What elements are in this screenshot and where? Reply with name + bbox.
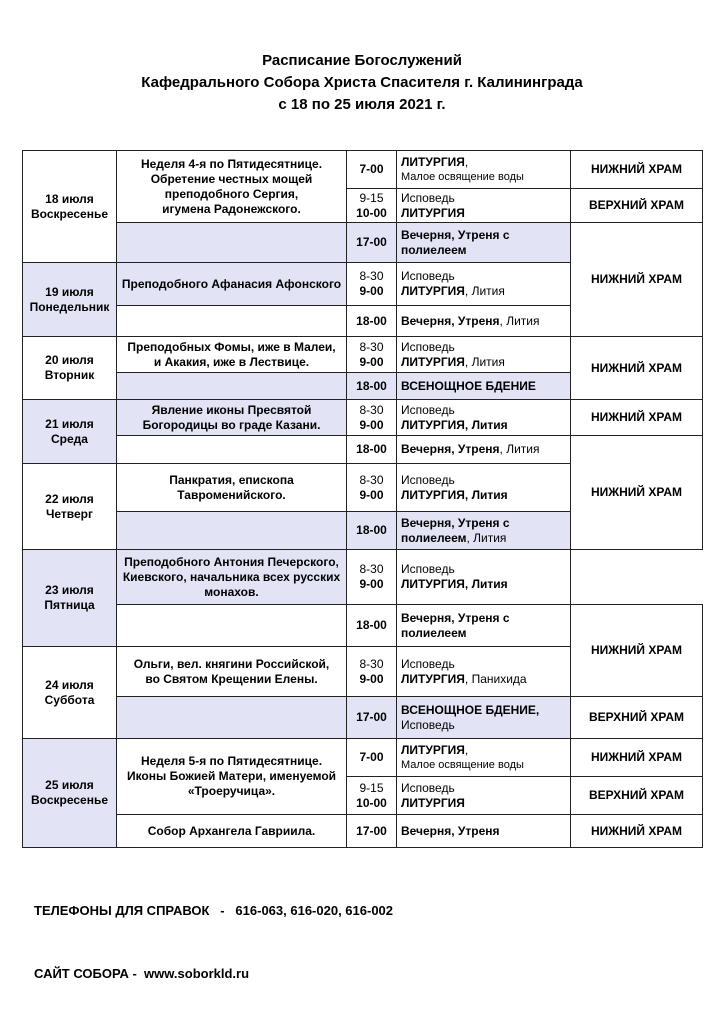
day-cell <box>23 337 117 400</box>
service-a: Исповедь <box>401 402 455 417</box>
day-weekday: Среда <box>51 431 88 446</box>
page-header <box>0 50 724 116</box>
service-cell <box>397 306 571 337</box>
feast-cell <box>117 263 347 306</box>
service-cell <box>397 697 571 739</box>
table-row <box>23 605 703 647</box>
table-row <box>23 337 703 373</box>
service-cell <box>397 605 571 647</box>
service-b: ЛИТУРГИЯ, Лития <box>401 577 508 591</box>
service-cell: Вечерня, Утреня <box>397 815 571 848</box>
time-b: 10-00 <box>356 205 387 220</box>
time-a: 8-30 <box>359 656 384 671</box>
service-b: ЛИТУРГИЯ, Лития <box>401 487 508 502</box>
day-cell <box>23 151 117 263</box>
time-a: 8-30 <box>359 562 384 576</box>
feast-line: Явление иконы Пресвятой <box>151 402 312 417</box>
day-date: 24 июля <box>45 677 94 692</box>
day-date: 21 июля <box>45 416 94 431</box>
feast-line: Неделя 5-я по Пятидесятнице. <box>140 754 323 768</box>
service-cell <box>397 223 571 263</box>
day-date: 20 июля <box>45 353 94 367</box>
feast-line: Ольги, вел. княгини Российской, <box>133 656 330 671</box>
time-cell <box>347 189 397 223</box>
title-line-1: Расписание Богослужений <box>262 52 462 69</box>
feast-line: Неделя 4-я по Пятидесятнице. <box>140 156 323 171</box>
time-cell <box>347 464 397 512</box>
service-a: Вечерня, Утреня с <box>401 610 510 625</box>
service-cell <box>397 739 571 777</box>
service-b: ЛИТУРГИЯ <box>401 795 465 810</box>
time-cell: 7-00 <box>347 739 397 777</box>
table-row <box>23 815 703 848</box>
service-b: полиелеем <box>401 242 467 257</box>
table-row <box>23 739 703 777</box>
location-cell: НИЖНИЙ ХРАМ <box>571 400 703 436</box>
feast-cell <box>117 647 347 697</box>
service-cell <box>397 151 571 189</box>
time-cell <box>347 263 397 306</box>
table-row <box>23 697 703 739</box>
day-date: 25 июля <box>45 778 94 792</box>
time-cell: 18-00 <box>347 605 397 647</box>
service-a: Исповедь <box>401 656 455 671</box>
feast-cell-empty <box>117 697 347 739</box>
service-b: полиелеем <box>401 530 467 545</box>
location-cell: НИЖНИЙ ХРАМ <box>571 739 703 777</box>
feast-cell-empty <box>117 512 347 550</box>
time-b: 9-00 <box>359 284 384 298</box>
time-cell <box>347 400 397 436</box>
time-a: 8-30 <box>359 472 384 487</box>
service-cell <box>397 189 571 223</box>
service-cell <box>397 337 571 373</box>
time-b: 10-00 <box>356 795 387 810</box>
service-cell <box>397 464 571 512</box>
time-a: 9-15 <box>359 780 384 795</box>
day-weekday: Воскресенье <box>30 206 108 221</box>
table-row <box>23 550 703 605</box>
feast-cell <box>117 739 347 815</box>
time-cell: 18-00 <box>347 306 397 337</box>
feast-line: «Троеручица». <box>187 784 276 798</box>
feast-cell-empty <box>117 223 347 263</box>
phones-line: ТЕЛЕФОНЫ ДЛЯ СПРАВОК - 616-063, 616-020, 616-002 <box>34 903 394 918</box>
time-a: 8-30 <box>359 269 384 283</box>
feast-line: преподобного Сергия, <box>164 186 299 201</box>
feast-line: Панкратия, епископа <box>169 472 294 487</box>
day-weekday: Воскресенье <box>30 793 108 807</box>
feast-line: Преподобных Фомы, иже в Малеи, <box>127 339 336 354</box>
day-cell <box>23 550 117 647</box>
service-cell <box>397 512 571 550</box>
time-cell: 17-00 <box>347 697 397 739</box>
site-line: САЙТ СОБОРА - www.soborkld.ru <box>34 966 250 981</box>
feast-line: Преподобного Антония Печерского, <box>124 554 339 569</box>
location-cell: НИЖНИЙ ХРАМ <box>571 151 703 189</box>
service-cell <box>397 263 571 306</box>
table-row <box>23 151 703 189</box>
feast-cell <box>117 550 347 605</box>
service-b: полиелеем <box>401 625 467 640</box>
location-cell: ВЕРХНИЙ ХРАМ <box>571 697 703 739</box>
day-date: 23 июля <box>45 583 94 597</box>
day-weekday: Понедельник <box>29 299 110 314</box>
feast-line: Собор Архангела Гавриила. <box>147 823 316 838</box>
time-b: 9-00 <box>359 487 384 502</box>
day-cell <box>23 400 117 464</box>
service-sub: Малое освящение воды <box>401 170 524 183</box>
service-b: ЛИТУРГИЯ, Лития <box>401 417 508 432</box>
time-a: 9-15 <box>359 190 384 205</box>
title-line-2: Кафедрального Собора Христа Спасителя г. Калининграда <box>141 74 583 91</box>
service-a: ВСЕНОЩНОЕ БДЕНИЕ, <box>401 702 540 717</box>
table-row <box>23 400 703 436</box>
service-sub: Малое освящение воды <box>401 758 524 771</box>
service-a: Вечерня, Утреня с <box>401 227 510 242</box>
feast-line: Преподобного Афанасия Афонского <box>121 276 342 291</box>
service-c: , Лития <box>466 530 507 545</box>
feast-line: Обретение честных мощей <box>150 171 313 186</box>
service-a: Исповедь <box>401 472 455 487</box>
time-cell <box>347 777 397 815</box>
service-c: , Лития <box>499 442 540 456</box>
location-cell: НИЖНИЙ ХРАМ <box>571 337 703 400</box>
time-cell <box>347 337 397 373</box>
feast-cell-empty <box>117 436 347 464</box>
feast-line: и Акакия, иже в Лествице. <box>153 354 310 369</box>
feast-line: монахов. <box>204 584 259 599</box>
feast-cell <box>117 815 347 848</box>
service-main: ЛИТУРГИЯ <box>401 742 465 757</box>
time-cell: 18-00 <box>347 436 397 464</box>
service-c: , Панихида <box>464 671 527 686</box>
service-a: Вечерня, Утреня <box>401 313 500 328</box>
time-b: 9-00 <box>359 354 384 369</box>
feast-line: Киевского, начальника всех русских <box>122 569 341 584</box>
time-cell <box>347 647 397 697</box>
service-cell <box>397 400 571 436</box>
service-a: Исповедь <box>401 780 455 795</box>
service-sep: , <box>464 742 469 757</box>
time-cell: 17-00 <box>347 223 397 263</box>
day-cell <box>23 647 117 739</box>
service-b: ЛИТУРГИЯ <box>401 205 465 220</box>
service-b: ЛИТУРГИЯ <box>401 354 465 369</box>
time-a: 8-30 <box>359 402 384 417</box>
day-date: 18 июля <box>45 191 94 206</box>
day-date: 22 июля <box>45 491 94 506</box>
time-cell: 18-00 <box>347 512 397 550</box>
day-cell <box>23 739 117 848</box>
service-sep: , <box>464 154 469 169</box>
feast-cell <box>117 464 347 512</box>
service-a: Вечерня, Утреня <box>401 442 500 456</box>
day-weekday: Суббота <box>44 692 95 707</box>
table-row <box>23 223 703 263</box>
time-b: 9-00 <box>359 577 384 591</box>
service-c: , Лития <box>499 313 540 328</box>
day-weekday: Пятница <box>44 598 95 612</box>
service-a: Исповедь <box>401 190 455 205</box>
service-cell <box>397 647 571 697</box>
service-b: Исповедь <box>401 717 455 732</box>
service-main: ЛИТУРГИЯ <box>401 154 465 169</box>
feast-cell-empty <box>117 605 347 647</box>
feast-line: игумена Радонежского. <box>162 201 301 216</box>
service-c: , Лития <box>464 284 505 298</box>
service-cell <box>397 436 571 464</box>
service-b: ЛИТУРГИЯ <box>401 284 465 298</box>
service-cell: ВСЕНОЩНОЕ БДЕНИЕ <box>397 373 571 400</box>
location-cell: НИЖНИЙ ХРАМ <box>571 815 703 848</box>
time-cell: 18-00 <box>347 373 397 400</box>
table-row <box>23 436 703 464</box>
service-a: Исповедь <box>401 269 455 283</box>
time-cell: 7-00 <box>347 151 397 189</box>
service-a: Вечерня, Утреня с <box>401 515 510 530</box>
service-cell <box>397 777 571 815</box>
title-line-3: с 18 по 25 июля 2021 г. <box>278 96 446 113</box>
footer <box>34 858 393 1005</box>
feast-cell-empty <box>117 306 347 337</box>
feast-cell <box>117 400 347 436</box>
location-cell: ВЕРХНИЙ ХРАМ <box>571 777 703 815</box>
day-weekday: Четверг <box>45 506 94 521</box>
feast-line: Богородицы во граде Казани. <box>142 417 321 432</box>
day-date: 19 июля <box>45 284 94 299</box>
location-cell: ВЕРХНИЙ ХРАМ <box>571 189 703 223</box>
time-cell: 17-00 <box>347 815 397 848</box>
day-cell <box>23 464 117 550</box>
feast-line: Иконы Божией Матери, именуемой <box>126 769 337 783</box>
location-cell: НИЖНИЙ ХРАМ <box>571 605 703 697</box>
service-c: , Лития <box>464 354 505 369</box>
location-cell: НИЖНИЙ ХРАМ <box>571 436 703 550</box>
location-cell: НИЖНИЙ ХРАМ <box>571 223 703 337</box>
day-cell <box>23 263 117 337</box>
time-cell <box>347 550 397 605</box>
feast-line: Тавроменийского. <box>177 487 286 502</box>
feast-cell <box>117 337 347 373</box>
time-a: 8-30 <box>359 339 384 354</box>
feast-line: во Святом Крещении Елены. <box>145 671 318 686</box>
service-a: Исповедь <box>401 562 455 576</box>
feast-cell <box>117 151 347 223</box>
service-a: Исповедь <box>401 339 455 354</box>
service-b: ЛИТУРГИЯ <box>401 671 465 686</box>
schedule-table <box>22 150 703 848</box>
feast-cell-empty <box>117 373 347 400</box>
time-b: 9-00 <box>359 671 384 686</box>
time-b: 9-00 <box>359 417 384 432</box>
service-cell <box>397 550 571 605</box>
day-weekday: Вторник <box>44 368 95 382</box>
